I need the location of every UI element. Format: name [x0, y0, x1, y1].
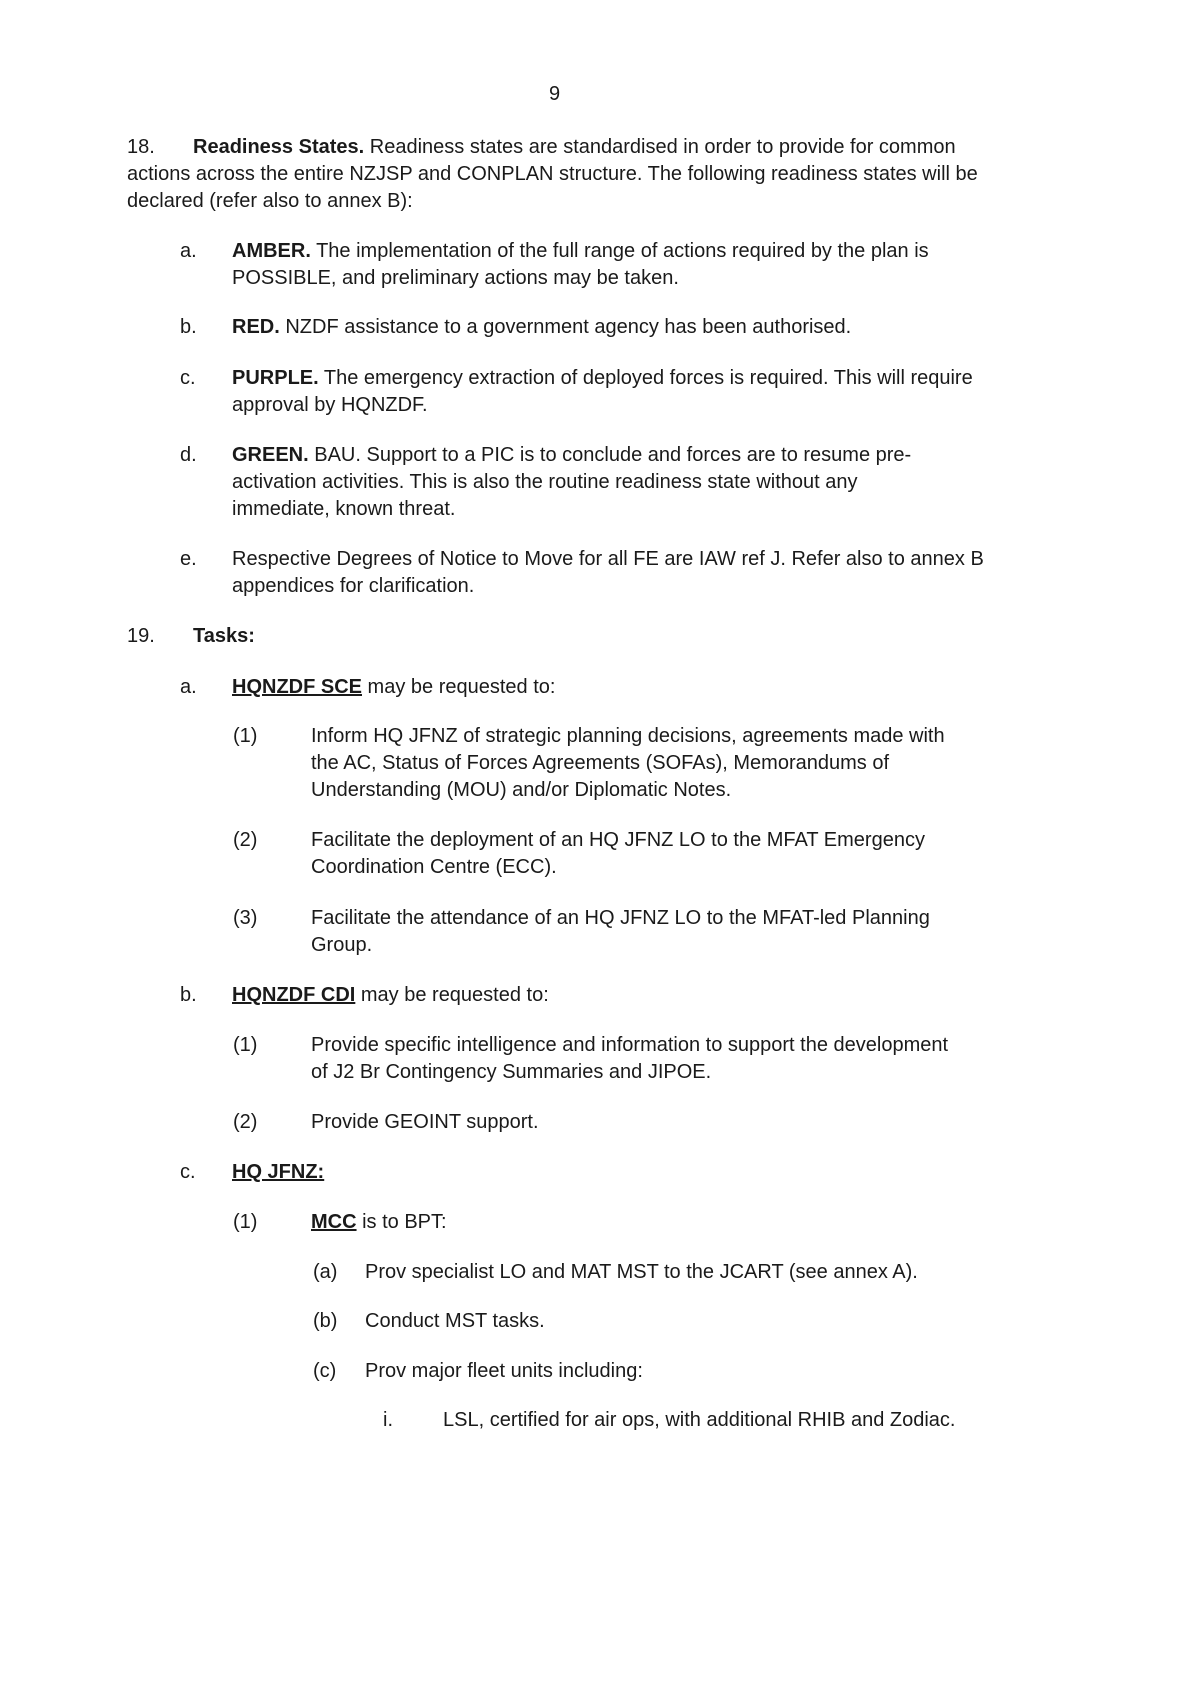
item-19a1-line-3: Understanding (MOU) and/or Diplomatic Notes. [311, 779, 732, 801]
item-18b-line-1: RED. NZDF assistance to a government agency has been authorised. [232, 316, 852, 338]
item-18d-line-1: GREEN. BAU. Support to a PIC is to conclude and forces are to resume pre- [232, 444, 912, 466]
item-19c1b-text: Conduct MST tasks. [365, 1310, 545, 1332]
item-19b-line: HQNZDF CDI may be requested to: [232, 984, 549, 1006]
item-19c-letter: c. [180, 1161, 196, 1183]
item-18e-letter: e. [180, 548, 197, 570]
item-19a-letter: a. [180, 676, 197, 698]
item-19c1a-number: (a) [313, 1261, 338, 1283]
item-roman-i-text: LSL, certified for air ops, with additional RHIB and Zodiac. [443, 1409, 956, 1431]
item-19a1-line-2: the AC, Status of Forces Agreements (SOFAs), Memorandums of [311, 752, 890, 774]
item-19a1-number: (1) [233, 725, 258, 747]
item-19b1-line-2: of J2 Br Contingency Summaries and JIPOE. [311, 1061, 712, 1083]
page-number: 9 [549, 83, 561, 105]
amber-label: AMBER. [232, 240, 311, 262]
item-19a2-line-2: Coordination Centre (ECC). [311, 856, 557, 878]
item-18a-letter: a. [180, 240, 197, 262]
item-19c1a-text: Prov specialist LO and MAT MST to the JCART (see annex A). [365, 1261, 918, 1283]
item-18d-letter: d. [180, 444, 197, 466]
item-19a2-line-1: Facilitate the deployment of an HQ JFNZ LO to the MFAT Emergency [311, 829, 925, 851]
item-19c1c-text: Prov major fleet units including: [365, 1360, 643, 1382]
para-18-heading: Readiness States. [193, 136, 365, 158]
item-18c-letter: c. [180, 367, 196, 389]
item-18b-letter: b. [180, 316, 197, 338]
mcc-label: MCC [311, 1211, 357, 1233]
item-19c1b-number: (b) [313, 1310, 338, 1332]
para-18-line-3: declared (refer also to annex B): [127, 190, 413, 212]
item-19a2-number: (2) [233, 829, 258, 851]
item-18d-line-3: immediate, known threat. [232, 498, 456, 520]
item-19a-line: HQNZDF SCE may be requested to: [232, 676, 556, 698]
purple-label: PURPLE. [232, 367, 319, 389]
item-19c1-line: MCC is to BPT: [311, 1211, 447, 1233]
item-18c-line-2: approval by HQNZDF. [232, 394, 428, 416]
item-18a-line-1: AMBER. The implementation of the full range of actions required by the plan is [232, 240, 929, 262]
para-19-number: 19. [127, 625, 155, 647]
item-19c1c-number: (c) [313, 1360, 337, 1382]
red-label: RED. [232, 316, 280, 338]
item-19a3-number: (3) [233, 907, 258, 929]
item-19a3-line-1: Facilitate the attendance of an HQ JFNZ LO to the MFAT-led Planning [311, 907, 930, 929]
item-roman-i-number: i. [383, 1409, 393, 1431]
item-19c1-number: (1) [233, 1211, 258, 1233]
green-label: GREEN. [232, 444, 309, 466]
item-19a3-line-2: Group. [311, 934, 373, 956]
item-18e-line-1: Respective Degrees of Notice to Move for all FE are IAW ref J. Refer also to annex B [232, 548, 984, 570]
item-19b-letter: b. [180, 984, 197, 1006]
item-19b1-number: (1) [233, 1034, 258, 1056]
hqnzdf-sce-label: HQNZDF SCE [232, 676, 362, 698]
item-19a1-line-1: Inform HQ JFNZ of strategic planning decisions, agreements made with [311, 725, 945, 747]
hq-jfnz-label: HQ JFNZ: [232, 1161, 325, 1183]
item-18e-line-2: appendices for clarification. [232, 575, 475, 597]
para-18-text-1: Readiness states are standardised in order to provide for common [364, 136, 956, 158]
para-18-line-2: actions across the entire NZJSP and CONPLAN structure. The following readiness states will be [127, 163, 978, 185]
item-18a-line-2: POSSIBLE, and preliminary actions may be taken. [232, 267, 679, 289]
item-19b2-number: (2) [233, 1111, 258, 1133]
item-19b2-line-1: Provide GEOINT support. [311, 1111, 539, 1133]
item-18c-line-1: PURPLE. The emergency extraction of deployed forces is required. This will require [232, 367, 973, 389]
para-19-heading: Tasks: [193, 625, 255, 647]
para-18-line-1 [193, 133, 956, 162]
para-18-number: 18. [127, 136, 155, 158]
hqnzdf-cdi-label: HQNZDF CDI [232, 984, 356, 1006]
item-19b1-line-1: Provide specific intelligence and information to support the development [311, 1034, 949, 1056]
item-18d-line-2: activation activities. This is also the routine readiness state without any [232, 471, 858, 493]
